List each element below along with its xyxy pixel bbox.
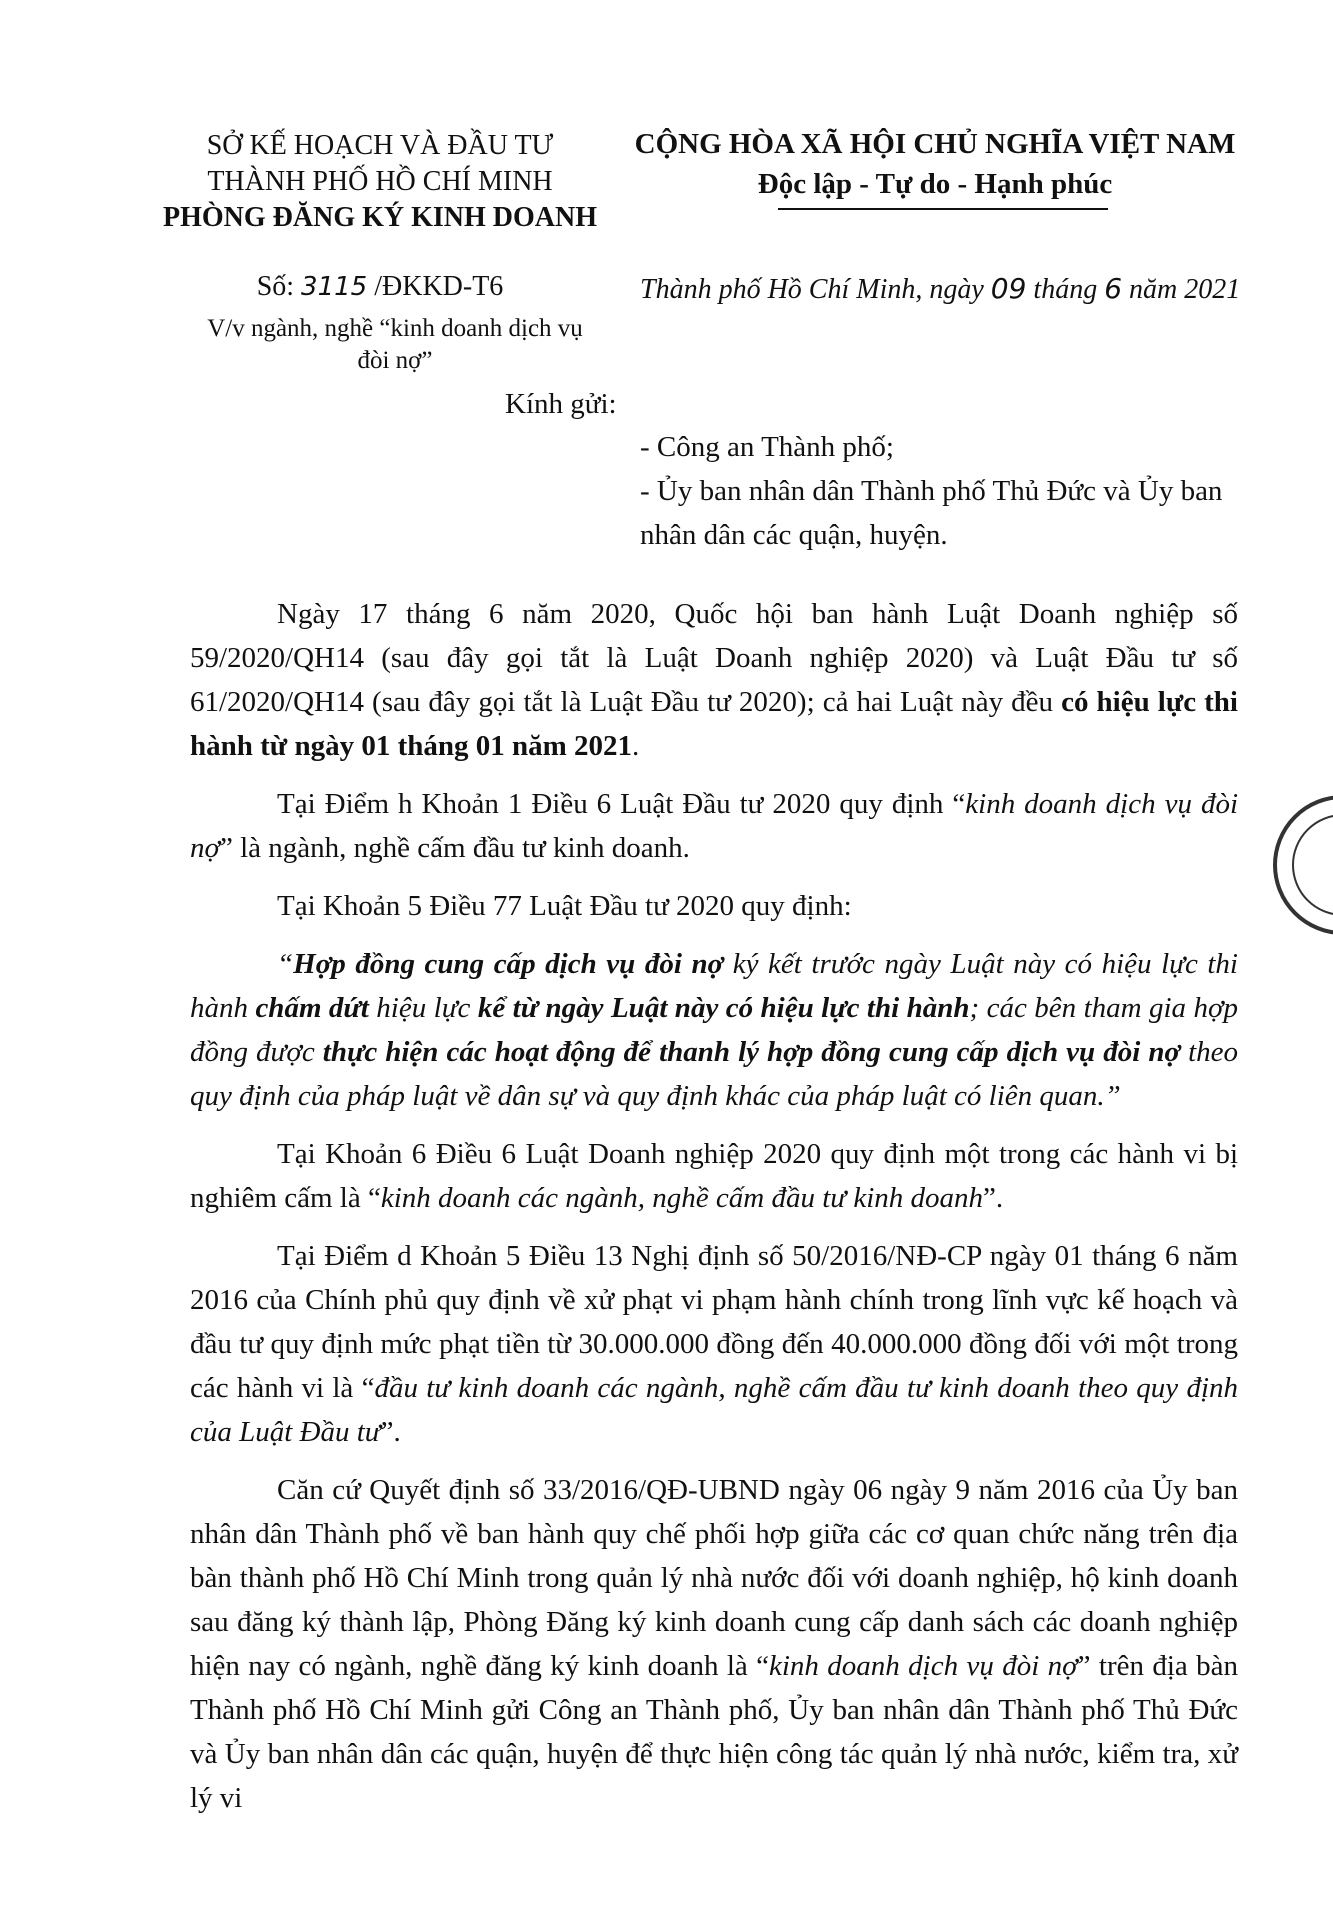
seal-inner-ring: [1293, 815, 1333, 915]
seal-outer-ring: [1275, 797, 1333, 933]
bold-text: Hợp đồng cung cấp dịch vụ đòi nợ: [293, 948, 724, 980]
date-suffix: năm 2021: [1122, 274, 1241, 305]
agency-line-2: THÀNH PHỐ HỒ CHÍ MINH: [207, 166, 553, 197]
text-run: ”.: [983, 1182, 1004, 1214]
text-run: hiệu lực: [368, 992, 478, 1024]
paragraph: [190, 1468, 1238, 1820]
bold-text: kể từ ngày Luật này có hiệu lực thi hành: [477, 992, 970, 1024]
text-run: .: [632, 730, 640, 762]
text-run: ”.: [380, 1416, 401, 1448]
motto-underline: [778, 208, 1108, 210]
italic-text: kinh doanh dịch vụ đòi nợ: [190, 788, 1239, 864]
date-prefix: Thành phố Hồ Chí Minh, ngày: [640, 274, 991, 305]
paragraph: [190, 782, 1238, 870]
official-seal: [1268, 790, 1333, 940]
italic-text: kinh doanh dịch vụ đòi nợ: [769, 1650, 1078, 1682]
nation-motto: Độc lập - Tự do - Hạnh phúc: [757, 168, 1113, 200]
text-run: Tại Điểm d Khoản 5 Điều 13 Nghị định số 50/2016/NĐ-CP ngày 01 tháng 6 năm 2016 của Chính phủ quy định về xử phạt vi phạm hành chính trong lĩnh vực kế hoạch và đầu tư quy định mức phạt tiền từ 30.000.000 đồng đến 40.000.000 đồng đối với một trong các hành vi là “: [190, 1240, 1238, 1404]
document-subject: V/v ngành, nghề “kinh doanh dịch vụ đòi nợ”: [207, 315, 583, 374]
text-run: Căn cứ Quyết định số 33/2016/QĐ-UBND ngày 06 ngày 9 năm 2016 của Ủy ban nhân dân Thành phố về ban hành quy chế phối hợp giữa các cơ quan chức năng trên địa bàn thành phố Hồ Chí Minh trong quản lý nhà nước đối với doanh nghiệp, hộ kinh doanh sau đăng ký thành lập, Phòng Đăng ký kinh doanh cung cấp danh sách các doanh nghiệp hiện nay có ngành, nghề đăng ký kinh doanh là “: [190, 1474, 1238, 1682]
recipient-item: - Công an Thành phố;: [640, 431, 894, 463]
national-header: [615, 124, 1255, 204]
paragraph: [190, 592, 1238, 768]
bold-text: chấm dứt: [255, 992, 369, 1024]
doc-number-handwritten: 3115: [301, 272, 368, 302]
date-day: 09: [990, 272, 1027, 305]
document-number: [150, 268, 610, 306]
italic-text: đầu tư kinh doanh các ngành, nghề cấm đầu tư kinh doanh theo quy định của Luật Đầu tư: [190, 1372, 1238, 1448]
text-run: Tại Điểm h Khoản 1 Điều 6 Luật Đầu tư 2020 quy định “: [277, 788, 966, 820]
text-run: ” là ngành, nghề cấm đầu tư kinh doanh.: [219, 832, 690, 864]
date-month: 6: [1104, 272, 1123, 305]
doc-number-prefix: Số:: [256, 271, 302, 302]
text-run: theo quy định của pháp luật về dân sự và quy định khác của pháp luật có liên quan.”: [190, 1036, 1238, 1112]
issuing-agency: [150, 128, 610, 236]
paragraph: Tại Khoản 5 Điều 77 Luật Đầu tư 2020 quy định:: [277, 890, 852, 922]
document-date: [640, 270, 1280, 309]
text-run: ; các bên tham gia hợp đồng được: [190, 992, 1238, 1068]
paragraph: [190, 1234, 1238, 1454]
agency-line-3: PHÒNG ĐĂNG KÝ KINH DOANH: [163, 202, 597, 233]
bold-text: có hiệu lực thi hành từ ngày 01 tháng 01 năm 2021: [190, 686, 1238, 762]
recipients-label: Kính gửi:: [505, 388, 617, 420]
doc-number-suffix: /ĐKKD-T6: [367, 271, 504, 302]
agency-line-1: SỞ KẾ HOẠCH VÀ ĐẦU TƯ: [206, 130, 554, 161]
nation-title: CỘNG HÒA XÃ HỘI CHỦ NGHĨA VIỆT NAM: [634, 128, 1236, 160]
paragraph: [190, 1132, 1238, 1220]
italic-text: kinh doanh các ngành, nghề cấm đầu tư kinh doanh: [380, 1182, 984, 1214]
text-run: Ngày 17 tháng 6 năm 2020, Quốc hội ban hành Luật Doanh nghiệp số 59/2020/QH14 (sau đây gọi tắt là Luật Doanh nghiệp 2020) và Luật Đầu tư số 61/2020/QH14 (sau đây gọi tắt là Luật Đầu tư 2020); cả hai Luật này đều: [190, 598, 1238, 718]
bold-text: thực hiện các hoạt động để thanh lý hợp đồng cung cấp dịch vụ đòi nợ: [322, 1036, 1181, 1068]
legal-quote: [190, 942, 1238, 1118]
text-run: Tại Khoản 6 Điều 6 Luật Doanh nghiệp 2020 quy định một trong các hành vi bị nghiêm cấm là “: [190, 1138, 1238, 1214]
document-body: [190, 592, 1238, 1834]
date-mid: tháng: [1026, 274, 1105, 305]
recipient-item: - Ủy ban nhân dân Thành phố Thủ Đức và Ủy ban nhân dân các quận, huyện.: [640, 475, 1223, 551]
recipients-list: [640, 425, 1260, 557]
text-run: ” trên địa bàn Thành phố Hồ Chí Minh gửi Công an Thành phố, Ủy ban nhân dân Thành phố Thủ Đức và Ủy ban nhân dân các quận, huyện để thực hiện công tác quản lý nhà nước, kiểm tra, xử lý vi: [190, 1650, 1239, 1814]
text-run: “: [277, 948, 294, 980]
text-run: ký kết trước ngày Luật này có hiệu lực thi hành: [190, 948, 1238, 1024]
